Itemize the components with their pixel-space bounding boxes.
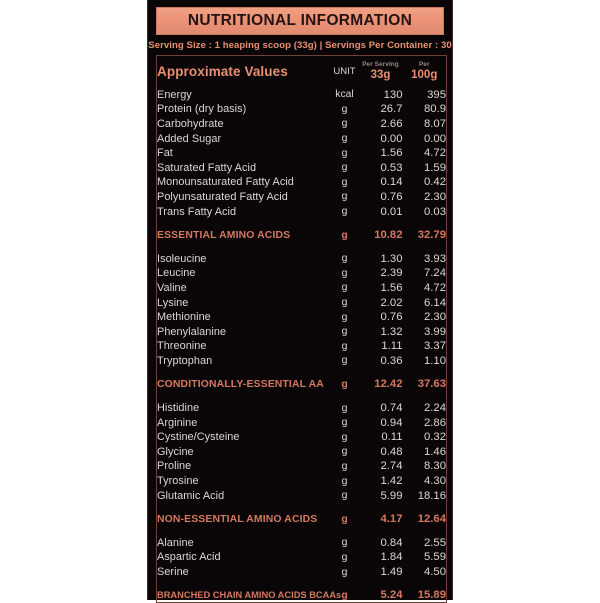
row-per-100g-value: 2.55	[424, 536, 446, 549]
row-unit: g	[341, 147, 348, 159]
row-per-serving-value: 26.7	[380, 103, 403, 116]
row-per-serving-value: 0.36	[380, 354, 403, 367]
table-row	[157, 310, 447, 325]
table-spacer-row	[157, 392, 447, 401]
row-per-100g-value: 2.30	[424, 311, 446, 324]
row-unit: g	[341, 378, 348, 390]
table-row	[157, 474, 447, 489]
table-spacer-row	[157, 368, 447, 377]
row-unit: g	[341, 402, 348, 414]
row-per-100g-value: 12.64	[417, 513, 446, 526]
row-per-serving-value: 2.74	[380, 460, 403, 473]
row-per-serving-value: 12.42	[374, 378, 403, 391]
row-nutrient-name: Methionine	[157, 311, 211, 324]
row-per-100g-value: 0.03	[424, 205, 446, 218]
spacer-cell	[331, 219, 359, 228]
section-header-row	[157, 228, 447, 243]
row-per-100g-value: 0.42	[424, 176, 446, 189]
row-nutrient-name: Tyrosine	[157, 475, 199, 488]
row-per-serving-value: 5.99	[380, 489, 403, 502]
row-unit: g	[341, 267, 348, 279]
spacer-cell	[403, 503, 447, 512]
row-nutrient-name: Proline	[157, 460, 192, 473]
spacer-cell	[157, 219, 331, 228]
table-row	[157, 117, 447, 132]
row-per-100g-value: 37.63	[417, 378, 446, 391]
row-per-serving-value: 1.32	[380, 325, 403, 338]
table-row	[157, 536, 447, 551]
table-row	[157, 131, 447, 146]
row-per-100g-value: 1.10	[424, 354, 446, 367]
spacer-cell	[331, 527, 359, 536]
spacer-cell	[331, 503, 359, 512]
spacer-cell	[157, 579, 331, 588]
table-row	[157, 102, 447, 117]
table-row	[157, 459, 447, 474]
spacer-cell	[157, 242, 331, 251]
row-per-serving-value: 0.53	[380, 161, 403, 174]
column-header-unit: UNIT	[333, 66, 356, 78]
table-row	[157, 295, 447, 310]
row-nutrient-name: Carbohydrate	[157, 117, 224, 130]
row-nutrient-name: Saturated Fatty Acid	[157, 161, 257, 174]
row-nutrient-name: Tryptophan	[157, 354, 213, 367]
row-nutrient-name: Energy	[157, 88, 192, 101]
spacer-cell	[403, 242, 447, 251]
row-per-100g-value: 3.93	[424, 252, 446, 265]
spacer-cell	[331, 392, 359, 401]
row-unit: g	[341, 176, 348, 188]
column-header-per-serving	[359, 56, 403, 88]
spacer-cell	[359, 368, 403, 377]
row-per-serving-value: 10.82	[374, 229, 403, 242]
column-header-name: Approximate Values	[157, 64, 288, 80]
row-per-100g-value: 1.59	[424, 161, 446, 174]
row-per-serving-value: 1.11	[381, 340, 403, 353]
row-per-serving-value: 1.42	[380, 475, 403, 488]
row-per-100g-value: 18.16	[417, 489, 446, 502]
row-nutrient-name: Leucine	[157, 267, 196, 280]
row-per-100g-value: 4.72	[424, 147, 446, 160]
row-nutrient-name: Isoleucine	[157, 252, 207, 265]
row-per-serving-value: 1.30	[380, 252, 403, 265]
table-row	[157, 160, 447, 175]
row-per-100g-value: 3.99	[424, 325, 446, 338]
row-per-serving-value: 2.02	[380, 296, 403, 309]
row-per-100g-value: 0.32	[424, 431, 446, 444]
row-per-100g-value: 32.79	[417, 229, 446, 242]
spacer-cell	[331, 242, 359, 251]
row-nutrient-name: Lysine	[157, 296, 189, 309]
table-row	[157, 445, 447, 460]
table-row	[157, 281, 447, 296]
row-unit: g	[341, 253, 348, 265]
row-unit: g	[341, 475, 348, 487]
row-nutrient-name: CONDITIONALLY-ESSENTIAL AA	[157, 378, 324, 390]
row-nutrient-name: Aspartic Acid	[157, 551, 221, 564]
column-header-per-100g-main: 100g	[411, 69, 438, 82]
row-per-100g-value: 4.30	[424, 475, 446, 488]
row-nutrient-name: Monounsaturated Fatty Acid	[157, 176, 294, 189]
row-per-serving-value: 0.94	[380, 416, 403, 429]
row-unit: g	[341, 133, 348, 145]
row-unit: g	[341, 326, 348, 338]
row-nutrient-name: Fat	[157, 147, 173, 160]
row-per-100g-value: 3.37	[424, 340, 446, 353]
row-nutrient-name: Phenylalanine	[157, 325, 227, 338]
row-unit: g	[341, 446, 348, 458]
row-unit: g	[341, 103, 348, 115]
label-title-bar	[156, 7, 444, 35]
table-row	[157, 401, 447, 416]
row-nutrient-name: Threonine	[157, 340, 207, 353]
table-row	[157, 266, 447, 281]
column-header-per-serving-sub: Per Serving	[362, 61, 399, 69]
table-row	[157, 488, 447, 503]
spacer-cell	[157, 368, 331, 377]
row-unit: g	[341, 417, 348, 429]
row-per-100g-value: 8.30	[424, 460, 446, 473]
section-header-row	[157, 377, 447, 392]
table-row	[157, 354, 447, 369]
row-per-100g-value: 8.07	[424, 117, 446, 130]
row-per-serving-value: 0.11	[381, 431, 403, 444]
table-row	[157, 175, 447, 190]
row-per-serving-value: 0.74	[380, 402, 403, 415]
table-row	[157, 550, 447, 565]
row-unit: g	[341, 490, 348, 502]
row-nutrient-name: BRANCHED CHAIN AMINO ACIDS BCAAs	[157, 590, 342, 601]
spacer-cell	[403, 368, 447, 377]
row-unit: g	[341, 566, 348, 578]
row-per-100g-value: 2.30	[424, 190, 446, 203]
spacer-cell	[359, 392, 403, 401]
row-unit: g	[341, 311, 348, 323]
row-per-100g-value: 5.59	[424, 551, 446, 564]
row-unit: g	[341, 589, 348, 601]
row-unit: g	[341, 206, 348, 218]
row-nutrient-name: Glycine	[157, 445, 194, 458]
row-nutrient-name: NON-ESSENTIAL AMINO ACIDS	[157, 513, 318, 525]
row-nutrient-name: Protein (dry basis)	[157, 103, 247, 116]
spacer-cell	[359, 242, 403, 251]
row-per-serving-value: 2.39	[380, 267, 403, 280]
spacer-cell	[403, 527, 447, 536]
table-row	[157, 146, 447, 161]
row-per-serving-value: 0.76	[380, 190, 403, 203]
table-row	[157, 324, 447, 339]
row-per-serving-value: 5.24	[380, 589, 403, 602]
table-row	[157, 430, 447, 445]
serving-size-line: Serving Size : 1 heaping scoop (33g) | Servings Per Container : 30	[148, 39, 452, 51]
table-spacer-row	[157, 579, 447, 588]
row-nutrient-name: Glutamic Acid	[157, 489, 225, 502]
row-unit: g	[341, 229, 348, 241]
page-title: NUTRITIONAL INFORMATION	[187, 12, 413, 29]
table-row	[157, 339, 447, 354]
section-header-row	[157, 588, 447, 603]
table-row	[157, 565, 447, 580]
row-per-serving-value: 1.56	[380, 147, 403, 160]
row-nutrient-name: Arginine	[157, 416, 198, 429]
section-header-row	[157, 512, 447, 527]
row-unit: g	[341, 355, 348, 367]
row-unit: g	[341, 297, 348, 309]
table-row	[157, 88, 447, 103]
row-nutrient-name: Added Sugar	[157, 132, 222, 145]
table-spacer-row	[157, 527, 447, 536]
row-unit: g	[341, 431, 348, 443]
column-header-per-100g	[403, 56, 447, 88]
row-per-100g-value: 395	[427, 88, 446, 101]
row-per-100g-value: 7.24	[424, 267, 446, 280]
spacer-cell	[157, 503, 331, 512]
row-per-serving-value: 130	[383, 88, 403, 101]
row-per-100g-value: 2.24	[424, 402, 446, 415]
row-per-100g-value: 1.46	[424, 445, 446, 458]
column-header-per-serving-main: 33g	[370, 69, 391, 82]
row-per-serving-value: 0.01	[380, 205, 403, 218]
spacer-cell	[359, 503, 403, 512]
row-per-serving-value: 1.84	[380, 551, 403, 564]
row-nutrient-name: Trans Fatty Acid	[157, 205, 237, 218]
row-per-100g-value: 80.9	[424, 103, 446, 116]
row-unit: g	[341, 513, 348, 525]
row-per-serving-value: 0.48	[380, 445, 403, 458]
row-unit: g	[341, 282, 348, 294]
table-row	[157, 204, 447, 219]
row-nutrient-name: Polyunsaturated Fatty Acid	[157, 190, 288, 203]
spacer-cell	[331, 579, 359, 588]
row-per-100g-value: 15.89	[417, 589, 446, 602]
column-header-per-100g-sub: Per	[418, 61, 430, 69]
row-unit: g	[341, 340, 348, 352]
row-unit: g	[341, 551, 348, 563]
row-unit: kcal	[335, 89, 354, 101]
spacer-cell	[331, 368, 359, 377]
row-unit: g	[341, 537, 348, 549]
row-nutrient-name: Histidine	[157, 402, 200, 415]
row-unit: g	[341, 118, 348, 130]
nutrition-table	[156, 55, 447, 603]
row-per-100g-value: 6.14	[424, 296, 446, 309]
spacer-cell	[403, 392, 447, 401]
row-per-100g-value: 0.00	[424, 132, 446, 145]
table-spacer-row	[157, 242, 447, 251]
table-spacer-row	[157, 219, 447, 228]
spacer-cell	[403, 219, 447, 228]
row-nutrient-name: Valine	[157, 281, 187, 294]
row-per-100g-value: 4.72	[424, 281, 446, 294]
row-per-serving-value: 2.66	[380, 117, 403, 130]
row-per-100g-value: 2.86	[424, 416, 446, 429]
row-unit: g	[341, 162, 348, 174]
spacer-cell	[157, 527, 331, 536]
row-unit: g	[341, 460, 348, 472]
row-per-serving-value: 4.17	[380, 513, 403, 526]
spacer-cell	[157, 392, 331, 401]
row-nutrient-name: Cystine/Cysteine	[157, 431, 240, 444]
row-per-serving-value: 1.56	[380, 281, 403, 294]
row-nutrient-name: ESSENTIAL AMINO ACIDS	[157, 229, 291, 241]
row-nutrient-name: Serine	[157, 566, 189, 579]
nutrition-label-panel	[147, 0, 453, 600]
spacer-cell	[359, 219, 403, 228]
spacer-cell	[359, 527, 403, 536]
table-header-row	[157, 56, 447, 88]
spacer-cell	[359, 579, 403, 588]
row-unit: g	[341, 191, 348, 203]
row-per-serving-value: 0.76	[380, 311, 403, 324]
table-row	[157, 415, 447, 430]
table-row	[157, 190, 447, 205]
row-per-serving-value: 1.49	[380, 566, 403, 579]
row-per-100g-value: 4.50	[424, 566, 446, 579]
table-spacer-row	[157, 503, 447, 512]
row-per-serving-value: 0.00	[380, 132, 403, 145]
row-nutrient-name: Alanine	[157, 536, 194, 549]
spacer-cell	[403, 579, 447, 588]
table-row	[157, 251, 447, 266]
row-per-serving-value: 0.14	[380, 176, 403, 189]
row-per-serving-value: 0.84	[380, 536, 403, 549]
